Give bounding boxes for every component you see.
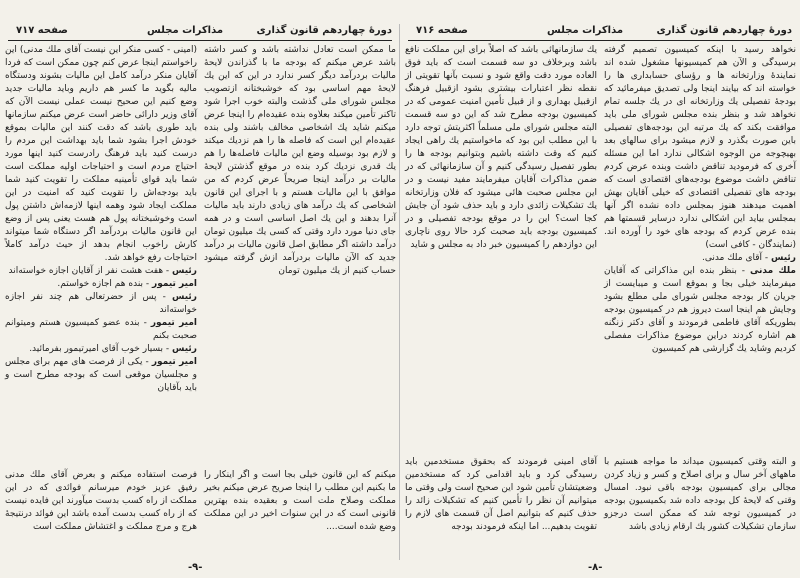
speaker-paragraph xyxy=(604,265,796,356)
speech-text: - هفت هشت نفر از آقایان اجازه خواسته‌اند xyxy=(8,266,173,276)
speaker-name: امیر تیمور xyxy=(152,279,197,289)
speaker-name: امیر تیمور xyxy=(150,318,198,328)
text-column-right xyxy=(604,44,796,534)
speaker-paragraph xyxy=(5,343,197,356)
column-top-block xyxy=(5,44,197,395)
publication-title: مذاکرات مجلس xyxy=(147,25,224,36)
column-bottom-text: فرصت استفاده میکنم و بعرض آقای ملك مدنی رفیق عزیز خودم میرسانم فوائدی که در این مملکت از راه کسب بدست میآورند این فایده نیست که از راه کسب بدست آمده باشد این فوائد درنتیجهٔ هرج و مرج مملکت و اغتشاش مملکت است xyxy=(5,470,197,532)
speech-text: - بنده هم اجازه خواستم. xyxy=(57,279,153,289)
column-top-text: یك سازمانهائی باشد که اصلاً برای این مملکت نافع باشد وبرخلاف دو سه قسمت است که باید فوق العاده مورد دقت واقع شود و نسبت بآنها تقویتی از نقطه نظر اعتبارات بیشتری بشود ازقبیل فرهنگ ازقبیل بهداری و از قبیل تأمین امنیت عمومی که در کمیسیون بودجه مطرح شد که این دو سه قسمت البته مجلس شورای ملی مسلماً اکثریتش توجه دارد با این مطلب این بود که ماخواستیم یك راهی ایجاد کنیم که وقت داشته باشیم وبتوانیم بودجه ها را بطور تفصیل رسیدگی کنیم و آن سازمانهائی که در ضمن مذاکرات آقایان میفرمایند مفید نیست و در این مجلس صحبت هائی میشود که فلان وزارتخانه یك تشکیلات زائدی دارد و باید حذف شود آن جایش کجا است؟ این را در موقع بودجه تفصیلی و در کمیسیون بودجه باید صحبت کرد حالا روی ناچاری این دوازدهم را کمیسیون خبر داد به مجلس و شاید xyxy=(405,45,597,250)
speaker-paragraph xyxy=(5,291,197,317)
column-top-block xyxy=(604,44,796,356)
page-number: صفحه ۷۱۷ xyxy=(16,25,68,36)
text-column-left xyxy=(5,44,197,534)
speech-text: - آقای ملك مدنی. xyxy=(701,253,772,263)
speaker-name: امیر تیمور xyxy=(151,357,197,367)
speaker-name: رئیس xyxy=(172,266,197,276)
column-top-text: ما ممکن است تعادل نداشته باشد و کسر داشته باشد عرض میکنم که بودجه ما با گذراندن لایحهٔ مالیات بردرآمد دیگر کسر ندارد در این که این یك لایحهٔ مهم اساسی بود که خوشبختانه ازتصویب مجلس شورای ملی گذشت والبته خوب اجرا شود تاکنر تأمین میکند بعلاوه بنده عقیده‌ام را اینجا عرض میکنم شاید یك اشخاصی مخالف باشند ولی بنده عقیده‌ام این است که فاصله ها را هم نزدیك میکند و لازم بود بوسیله وضع این مالیات فاصله‌ها را هم یك قدری نزدیك کرد بنده در موقع گذشتن لایحهٔ مالیات بر درآمد اینجا صریحاً عرض کردم که من موافق با این مالیات هستم و با اجرای این قانون اشخاصی که یك درآمد های زیادی دارند باید مالیات آنرا بدهند و این یك اصل اساسی است و در همه جای دنیا مورد دارد وقتی که کسی یك میلیون تومان درآمد داشته اگر مطابق اصل قانون مالیات بر درآمد جدید که الآن مالیات بردرآمد ازش گرفته میشود حساب کنیم از یك میلیون تومان xyxy=(204,45,396,276)
text-column-left xyxy=(405,44,597,534)
speaker-name: ملك مدنی xyxy=(749,266,796,276)
speaker-paragraph xyxy=(5,356,197,395)
column-bottom-text: آقای امینی فرمودند که بحقوق مستخدمین باید رسیدگی کرد و باید اقدامی کرد که مستخدمین وضعیتشان تأمین شود این صحیح است ولی وقتی ما میتوانیم آن نظر را تأمین کنیم که تشکیلات زائد را حذف کنیم که بتوانیم اصل آن قسمت های لازم را تقویت بدهیم... اما اینکه فرمودند بودجه xyxy=(405,457,597,532)
page-footer-number: -٨- xyxy=(588,562,603,573)
text-column-right xyxy=(204,44,396,534)
page-footer-number: -٩- xyxy=(188,562,203,573)
speaker-paragraph xyxy=(5,265,197,278)
page-716 xyxy=(400,0,800,578)
paragraph xyxy=(5,44,197,265)
speaker-paragraph xyxy=(5,317,197,343)
speaker-name: رئیس xyxy=(172,292,197,302)
page-number: صفحه ۷۱۶ xyxy=(416,25,468,36)
speaker-name: رئیس xyxy=(172,344,197,354)
speech-text: - پس از حضرتعالی هم چند نفر اجازه خواسته‌اند xyxy=(5,292,197,315)
speech-text: - بسیار خوب آقای امیرتیمور بفرمائید. xyxy=(29,344,173,354)
column-bottom-text: میکنم که این قانون خیلی بجا است و اگر اینکار را ما بکنیم این مطلب را اینجا صریح عرض میکنم بخیر مملکت وصلاح ملت است و بعقیده بنده بهترین قانونی است که در این سنوات اخیر در این مملکت وضع شده است.... xyxy=(204,470,396,532)
paragraph xyxy=(604,44,796,252)
session-title: دورهٔ چهاردهم قانون گذاری xyxy=(656,25,792,36)
speech-text: - بنده عضو کمیسیون هستم ومیتوانم صحبت بکنم xyxy=(5,318,197,341)
running-header xyxy=(408,22,792,41)
paragraph-text: نخواهد رسید با اینکه کمیسیون تصمیم گرفته برسیدگی و الآن هم کمیسیونها مشغول شده اند نمایندهٔ وزارتخانه ها و رؤسای حسابداری ها را خواسته اند که بیایند اینجا ولی تصدیق میفرمائید که بودجهٔ تفصیلی یك وزارتخانه ای در یك جلسه تمام نخواهد شد و بنظر بنده مجلس شورای ملی باید موافقت بکند که یك مرتبه این بودجه‌های تفصیلی باین صورت بگذرد و لازم میشود برای سالهای بعد بهیچوجه من الوجوه اشکالی ندارد اما این مسئله آخری که فرمودید تناقض داشت وبنده عرض کردم تناقض داشت موضوع بودجه‌های اقتصادی است که بودجه های تفصیلی اقتصادی که خیلی آقایان بهش اهمیت میدهند هنوز بمجلس داده نشده اگر آنها بمجلس بیاید این اشکالی ندارد درسایر قسمتها هم بنده عرض کردم که بودجه های خود را آورده اند. (نمایندگان - کافی است) xyxy=(604,45,796,250)
publication-title: مذاکرات مجلس xyxy=(547,25,624,36)
speech-text: - یکی از فرصت های مهم برای مجلس و مجلسیان موقعی است که بودجه مطرح است و باید بآقایان xyxy=(5,357,197,393)
session-title: دورهٔ چهاردهم قانون گذاری xyxy=(256,25,392,36)
speech-text: - بنظر بنده این مذاکراتی که آقایان میفرمایند خیلی بجا و بموقع است و میبایست از جریان کار بودجه مجلس شورای ملی مطلع بشود وجایش هم اینجا است دیروز هم در کمیسیون بودجه بطوریکه آقای فاطمی فرمودند و آقای دکتر زنگنه هم اشاره کردند دراین موضوع مذاکرات مفصلی کردیم وشاید یك گزارشی هم کمیسیون xyxy=(604,266,796,354)
speaker-name: رئیس xyxy=(771,253,796,263)
paragraph-text: (امینی - کسی منکر این نیست آقای ملك مدنی) این راخواستم اینجا عرض کنم چون ممکن است که فردا آقایان منکر درآمد کامل این مالیات بشوند ودستگاه مالیه بگوید ما کسر هم داریم وباید مالیات جدید وضع کنیم این صحیح نیست عملی نیست الآن که آقای وزیر دارائی حاضر است عرض میکنم سازمانها باید طوری باشد که دقت کنند این مالیات بموقع خودش اجرا بشود شما باید بهداشت این مردم را درست کنید باید فرهنگ رادرست کنید اینها مورد احتیاج مردم است و احتیاجات اولیه مملکت است شما باید قوای تأمینیه مملکت را تقویت کنید شما باید بودجه‌اش را تقویت کنید که امنیت در این مملکت ایجاد شود وهمه اینها لازمه‌اش داشتن پول است وخوشبختانه پول هم هست یعنی پس از وضع این قانون مالیات بردرآمد اگر دستگاه شما میتواند کارش راخوب انجام بدهد از حیث درآمد کاملاً احتیاجات رفع خواهد شد. xyxy=(5,45,197,263)
column-bottom-text: و البته وقتی کمیسیون میداند ما مواجه هستیم با ماههای آخر سال و برای اصلاح و کسر و زیاد کردن مجالی برای کمیسیون بودجه باقی نبود. امسال وقتی که لایحهٔ کل بودجه داده شد بکمیسیون بودجه در کمیسیون توجه شد که ممکن است درجزو سازمان تشکیلات کشور یك ارقام زیادی باشد xyxy=(604,457,796,532)
running-header xyxy=(8,22,392,41)
speaker-paragraph xyxy=(5,278,197,291)
speaker-paragraph xyxy=(604,252,796,265)
